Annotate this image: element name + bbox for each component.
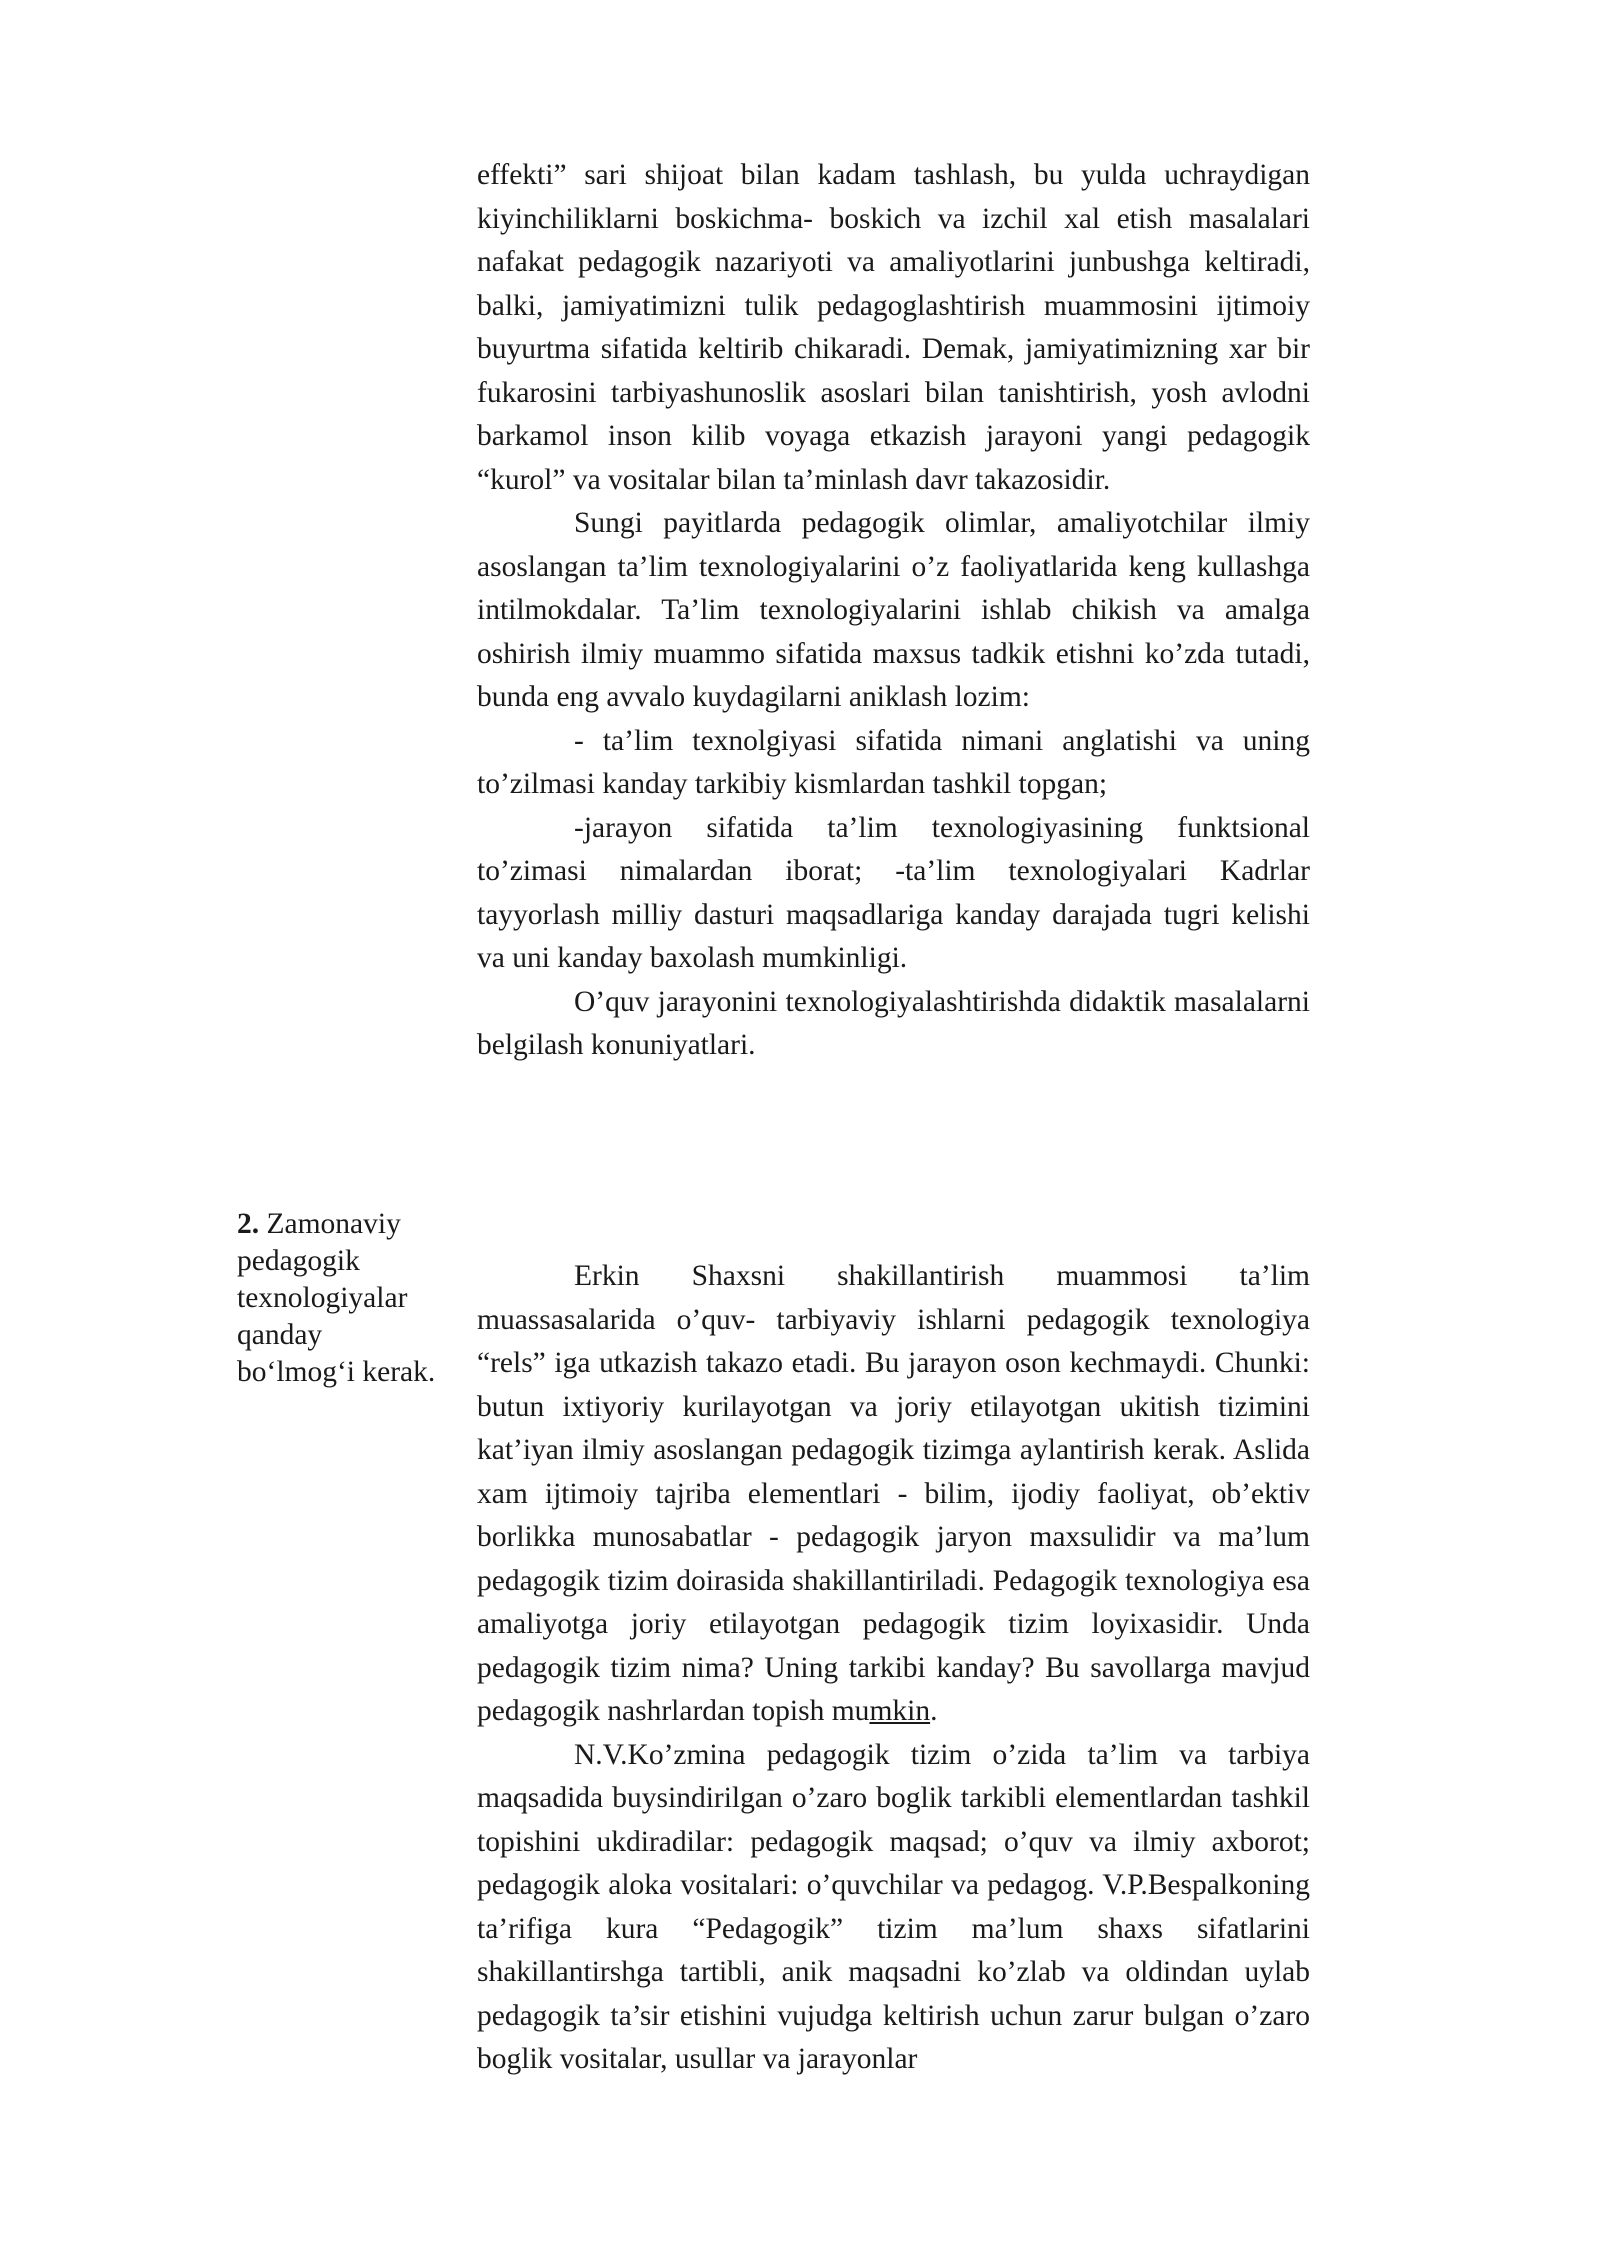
paragraph: Sungi payitlarda pedagogik olimlar, amaliyotchilar ilmiy asoslangan ta’lim texnologiyalarini o’z faoliyatlarida keng kullashga intilmokdalar. Ta’lim texnologiyalarini ishlab chikish va amalga oshirish ilmiy muammo sifatida maxsus tadkik etishni ko’zda tutadi, bunda eng avvalo kuydagilarni aniklash lozim: <box>477 507 1310 713</box>
paragraph: effekti” sari shijoat bilan kadam tashlash, bu yulda uchraydigan kiyinchiliklarni boskichma- boskich va izchil xal etish masalalari nafakat pedagogik nazariyoti va amaliyotlarini junbushga keltiradi, balki, jamiyatimizni tulik pedagoglashtirish muammosini ijtimoiy buyurtma sifatida keltirib chikaradi. Demak, jamiyatimizning xar bir fukarosini tarbiyashunoslik asoslari bilan tanishtirish, yosh avlodni barkamol inson kilib voyaga etkazish jarayoni yangi pedagogik “kurol” va vositalar bilan ta’minlash davr takazosidir. <box>477 159 1310 496</box>
section-number: 2. <box>237 1208 260 1240</box>
paragraph-end: . <box>930 1695 938 1727</box>
paragraph-text: Erkin Shaxsni shakillantirish muammosi ta’lim muassasalarida o’quv- tarbiyaviy ishlarni pedagogik texnologiya “rels” iga utkazish takazo etadi. Bu jarayon oson kechmaydi. Chunki: butun ixtiyoriy kurilayotgan va joriy etilayotgan ukitish tizimini kat’iyan ilmiy asoslangan pedagogik tizimga aylantirish kerak. Aslida xam ijtimoiy tajriba elementlari - bilim, ijodiy faoliyat, ob’ektiv borlikka munosabatlar - pedagogik jaryon maxsulidir va ma’lum pedagogik tizim doirasida shakillantiriladi. Pedagogik texnologiya esa amaliyotga joriy etilayotgan pedagogik tizim loyixasidir. Unda pedagogik tizim nima? Uning tarkibi kanday? Bu savollarga mavjud pedagogik nashrlardan topish mu <box>477 1260 1310 1727</box>
section-title: Zamonaviy pedagogik texnologiyalar qanday bo‘lmog‘i kerak. <box>237 1208 436 1388</box>
list-item: - ta’lim texnolgiyasi sifatida nimani anglatishi va uning to’zilmasi kanday tarkibiy kismlardan tashkil topgan; <box>477 724 1310 800</box>
paragraph <box>477 1255 1310 1734</box>
section-heading <box>237 1206 437 1391</box>
list-item: -jarayon sifatida ta’lim texnologiyasining funktsional to’zimasi nimalardan iborat; -ta’lim texnologiyalari Kadrlar tayyorlash milliy dasturi maqsadlariga kanday darajada tugri kelishi va uni kanday baxolash mumkinligi. <box>477 811 1310 974</box>
text-block-bottom <box>477 1255 1310 2082</box>
paragraph: O’quv jarayonini texnologiyalashtirishda didaktik masalalarni belgilash konuniyatlari. <box>477 985 1310 1061</box>
paragraph: N.V.Ko’zmina pedagogik tizim o’zida ta’lim va tarbiya maqsadida buysindirilgan o’zaro boglik tarkibli elementlardan tashkil topishini ukdiradilar: pedagogik maqsad; o’quv va ilmiy axborot; pedagogik aloka vositalari: o’quvchilar va pedagog. V.P.Bespalkoning ta’rifiga kura “Pedagogik” tizim ma’lum shaxs sifatlarini shakillantirshga tartibli, anik maqsadni ko’zlab va oldindan uylab pedagogik ta’sir etishini vujudga keltirish uchun zarur bulgan o’zaro boglik vositalar, usullar va jarayonlar <box>477 1738 1310 2075</box>
text-block-top <box>477 154 1310 1068</box>
underlined-word: mkin <box>869 1695 931 1727</box>
